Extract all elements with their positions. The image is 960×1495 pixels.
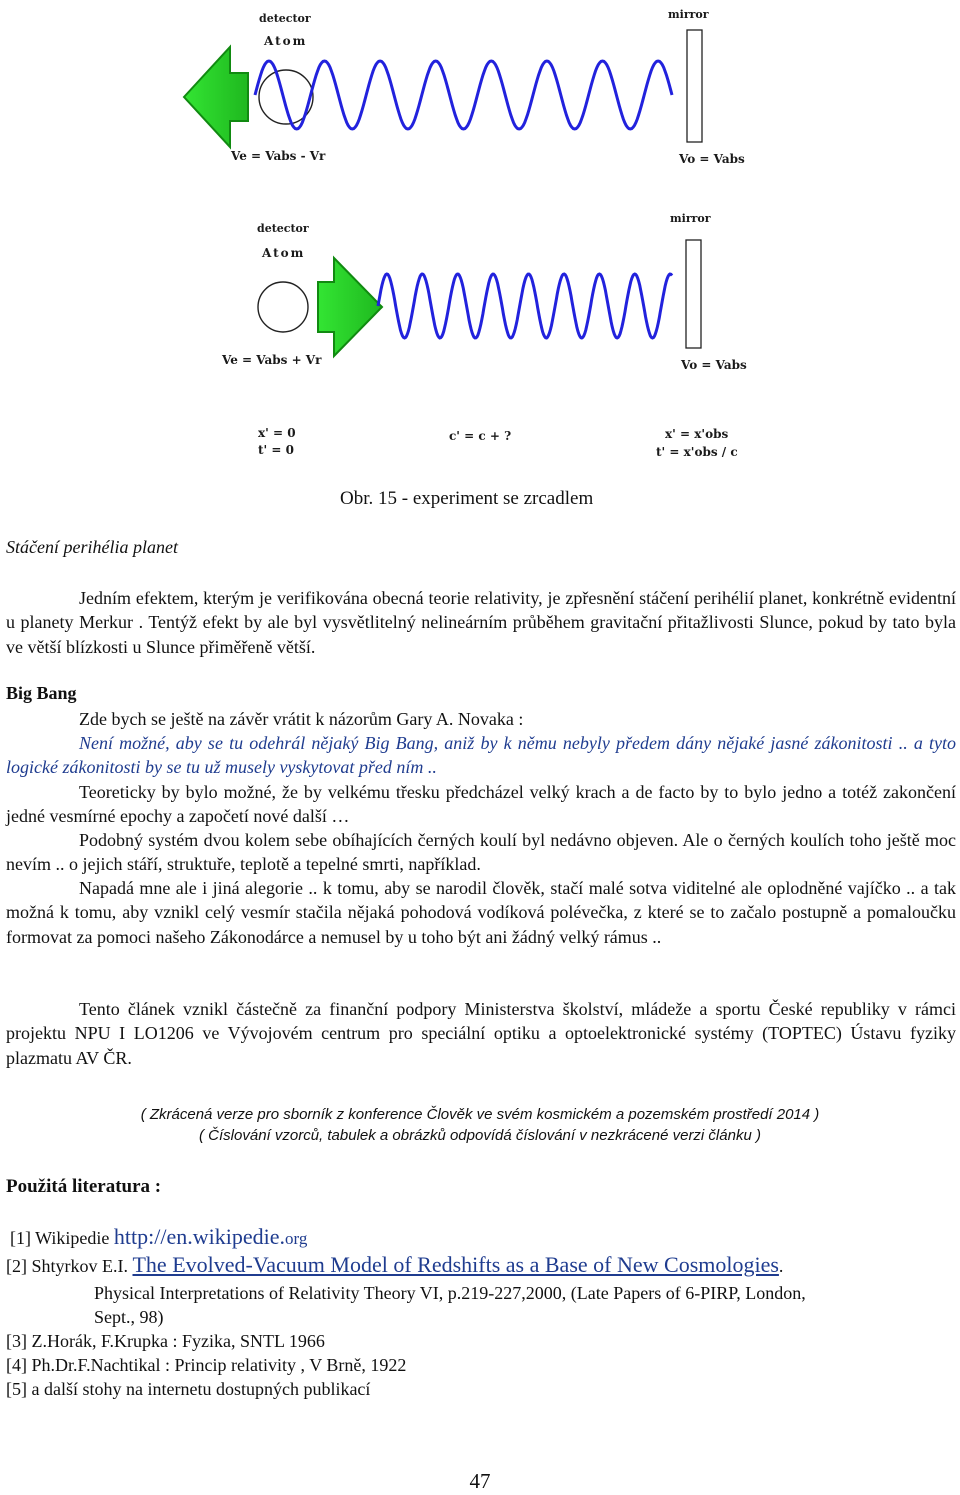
top-vo-label: Vo = Vabs [679, 152, 745, 166]
para1-text: Teoreticky by bylo možné, že by velkému třesku předcházel velký krach a de facto by to bylo jedno a totéž zakončení jedné vesmírné epochy a započetí nové další … [6, 782, 956, 827]
bottom-wave [378, 274, 672, 338]
big-bang-intro [6, 707, 956, 731]
page-number: 47 [469, 1469, 491, 1493]
acknowledgment [6, 997, 956, 1070]
eq-tobs: t' = x'obs / c [656, 445, 738, 459]
ref-5: [5] a další stohy na internetu dostupných publikací [6, 1379, 371, 1399]
big-bang-para-1 [6, 780, 956, 829]
bottom-vo-label: Vo = Vabs [681, 358, 747, 372]
ref-2-prefix: [2] Shtyrkov E.I. [6, 1256, 133, 1276]
eq-xobs: x' = x'obs [665, 427, 729, 441]
ref-1-link[interactable] [114, 1224, 307, 1249]
eq-t0: t' = 0 [258, 443, 294, 457]
bottom-atom-circle [258, 282, 308, 332]
top-mirror-label: mirror [668, 8, 709, 21]
bottom-mirror-label: mirror [670, 212, 711, 225]
quote-text: Není možné, aby se tu odehrál nějaký Big Bang, aniž by k němu nebyly předem dány nějaké jasné zákonitosti .. a tyto logické zákonitosti by se tu už musely vyskytovat před ním .. [6, 733, 956, 778]
bottom-mirror [686, 240, 701, 348]
ref-2-line-3: Sept., 98) [94, 1307, 164, 1327]
eq-x0: x' = 0 [258, 426, 296, 440]
references-heading: Použitá literatura : [6, 1176, 162, 1197]
ref-4: [4] Ph.Dr.F.Nachtikal : Princip relativity , V Brně, 1922 [6, 1355, 407, 1375]
figure-caption: Obr. 15 - experiment se zrcadlem [340, 488, 594, 509]
ref-1 [10, 1225, 307, 1251]
section-heading-perihelion: Stáčení perihélia planet [6, 537, 178, 557]
ack-text: Tento článek vznikl částečně za finanční podpory Ministerstva školství, mládeže a sportu České republiky v rámci projektu NPU I LO1206 ve Vývojovém centrum pro speciální optiku a optoelektronické systémy (TOPTEC) Ústavu fyziky plazmatu AV ČR. [6, 999, 956, 1068]
big-bang-para-3 [6, 876, 956, 949]
bottom-green-arrow-right [318, 258, 382, 356]
note-line-2: ( Číslování vzorců, tabulek a obrázků odpovídá číslování v nezkrácené verzi článku ) [199, 1127, 761, 1144]
top-detector-label: detector [259, 12, 311, 25]
ref-2-line-2: Physical Interpretations of Relativity Theory VI, p.219-227,2000, (Late Papers of 6-PIRP, London, [94, 1283, 806, 1303]
ref-3: [3] Z.Horák, F.Krupka : Fyzika, SNTL 1966 [6, 1331, 325, 1351]
note-line-1: ( Zkrácená verze pro sborník z konference Člověk ve svém kosmickém a pozemském prostředí 2014 ) [140, 1106, 820, 1123]
ref-1-link-tail[interactable]: org [285, 1229, 308, 1248]
ref-2-dot: . [778, 1256, 784, 1276]
bottom-detector-label: detector [257, 222, 309, 235]
top-ve-label: Ve = Vabs - Vr [231, 149, 326, 163]
big-bang-para-2 [6, 828, 956, 877]
intro-text: Zde bych se ještě na závěr vrátit k názorům Gary A. Novaka : [79, 709, 524, 729]
ref-2-link[interactable]: The Evolved-Vacuum Model of Redshifts as a Base of New Cosmologies [132, 1252, 779, 1277]
top-mirror [687, 30, 702, 142]
ref-1-prefix: [1] Wikipedie [10, 1228, 114, 1248]
perihelion-text: Jedním efektem, kterým je verifikována obecná teorie relativity, je zpřesnění stáčení perihélií planet, konkrétně evidentní u planety Merkur . Tentýž efekt by ale byl vysvětlitelný nelineárním průběhem gravitační přitažlivosti Slunce, pokud by tato byla ve větší blízkosti u Slunce přiměřeně větší. [6, 588, 956, 657]
bottom-ve-label: Ve = Vabs + Vr [222, 353, 322, 367]
ref-1-link-main[interactable]: http://en.wikipedie. [113, 1224, 286, 1249]
bottom-atom-label: Atom [262, 246, 306, 260]
top-atom-label: Atom [264, 34, 308, 48]
top-green-arrow-left [184, 47, 248, 147]
top-wave [255, 61, 672, 129]
para3-text: Napadá mne ale i jiná alegorie .. k tomu, aby se narodil člověk, stačí malé sotva viditelné ale oplodněné vajíčko .. a tak možná k tomu, aby vznikl celý vesmír stačila nějaká pohodová vodíková polévečka, z které se to začalo postupně a pomaloučku formovat za pomoci našeho Zákonodárce a nemusel by u toho být ani žádný velký rámus .. [6, 878, 956, 947]
section-heading-big-bang: Big Bang [6, 683, 77, 703]
ref-2 [6, 1253, 783, 1278]
para2-text: Podobný systém dvou kolem sebe obíhajících černých koulí byl nedávno objeven. Ale o černých koulích toho ještě moc nevím .. o jejich stáří, struktuře, teplotě a tepelné smrti, například. [6, 830, 956, 875]
eq-c: c' = c + ? [449, 429, 512, 443]
experiment-figure [0, 0, 960, 470]
perihelion-paragraph [6, 586, 956, 659]
novak-quote [6, 731, 956, 780]
